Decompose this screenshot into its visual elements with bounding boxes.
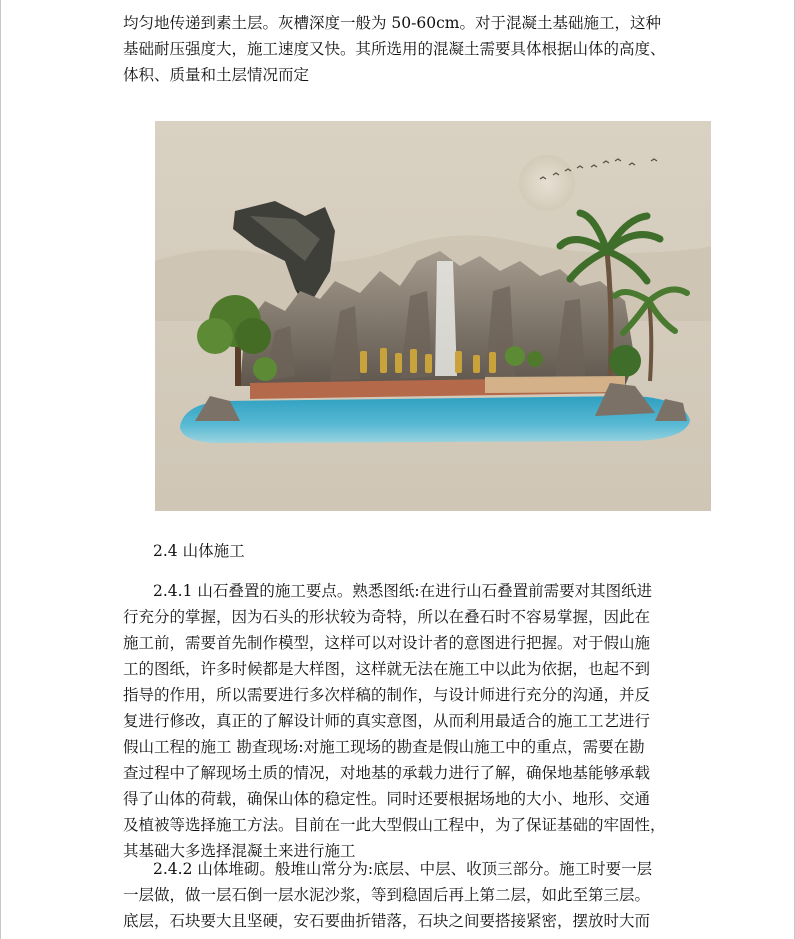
text-line: 均匀地传递到素土层。灰槽深度一般为 50-60cm。对于混凝土基础施工，这种 xyxy=(123,14,661,32)
paragraph-2-4-2 xyxy=(123,856,703,934)
text-line: 一层做，做一层石倒一层水泥沙浆，等到稳固后再上第二层，如此至第三层。 xyxy=(123,886,651,904)
text-line: 假山工程的施工 勘查现场:对施工现场的勘查是假山施工中的重点，需要在勘 xyxy=(123,738,645,756)
text-line: 指导的作用，所以需要进行多次样稿的制作，与设计师进行充分的沟通，并反 xyxy=(123,686,651,704)
text-line: 施工前，需要首先制作模型，这样可以对设计者的意图进行把握。对于假山施 xyxy=(123,634,651,652)
text-line: 得了山体的荷载，确保山体的稳定性。同时还要根据场地的大小、地形、交通 xyxy=(123,790,651,808)
text-line: 行充分的掌握，因为石头的形状较为奇特，所以在叠石时不容易掌握，因此在 xyxy=(123,608,651,626)
intro-paragraph xyxy=(123,10,703,88)
text-line: 体积、质量和土层情况而定 xyxy=(123,66,310,84)
text-line: 查过程中了解现场土质的情况，对地基的承载力进行了解，确保地基能够承载 xyxy=(123,764,651,782)
text-line: 基础耐压强度大，施工速度又快。其所选用的混凝土需要具体根据山体的高度、 xyxy=(123,40,666,58)
text-line: 及植被等选择施工方法。目前在一此大型假山工程中，为了保证基础的牢固性， xyxy=(123,816,666,834)
rockery-illustration xyxy=(155,121,711,511)
moon xyxy=(519,155,575,211)
text-line: 底层，石块要大且坚硬，安石要曲折错落，石块之间要搭接紧密，摆放时大而 xyxy=(123,912,651,930)
paragraph-2-4-1 xyxy=(123,578,703,864)
text-line: 2.4.2 山体堆砌。般堆山常分为:底层、中层、收顶三部分。施工时要一层 xyxy=(153,860,653,878)
text-line: 2.4.1 山石叠置的施工要点。熟悉图纸:在进行山石叠置前需要对其图纸进 xyxy=(153,582,653,600)
text-line: 复进行修改，真正的了解设计师的真实意图，从而利用最适合的施工工艺进行 xyxy=(123,712,651,730)
text-line: 工的图纸，许多时候都是大样图，这样就无法在施工中以此为依据，也起不到 xyxy=(123,660,651,678)
section-heading: 2.4 山体施工 xyxy=(153,542,245,560)
text-line: 其基础大多选择混凝土来进行施工 xyxy=(123,842,356,860)
